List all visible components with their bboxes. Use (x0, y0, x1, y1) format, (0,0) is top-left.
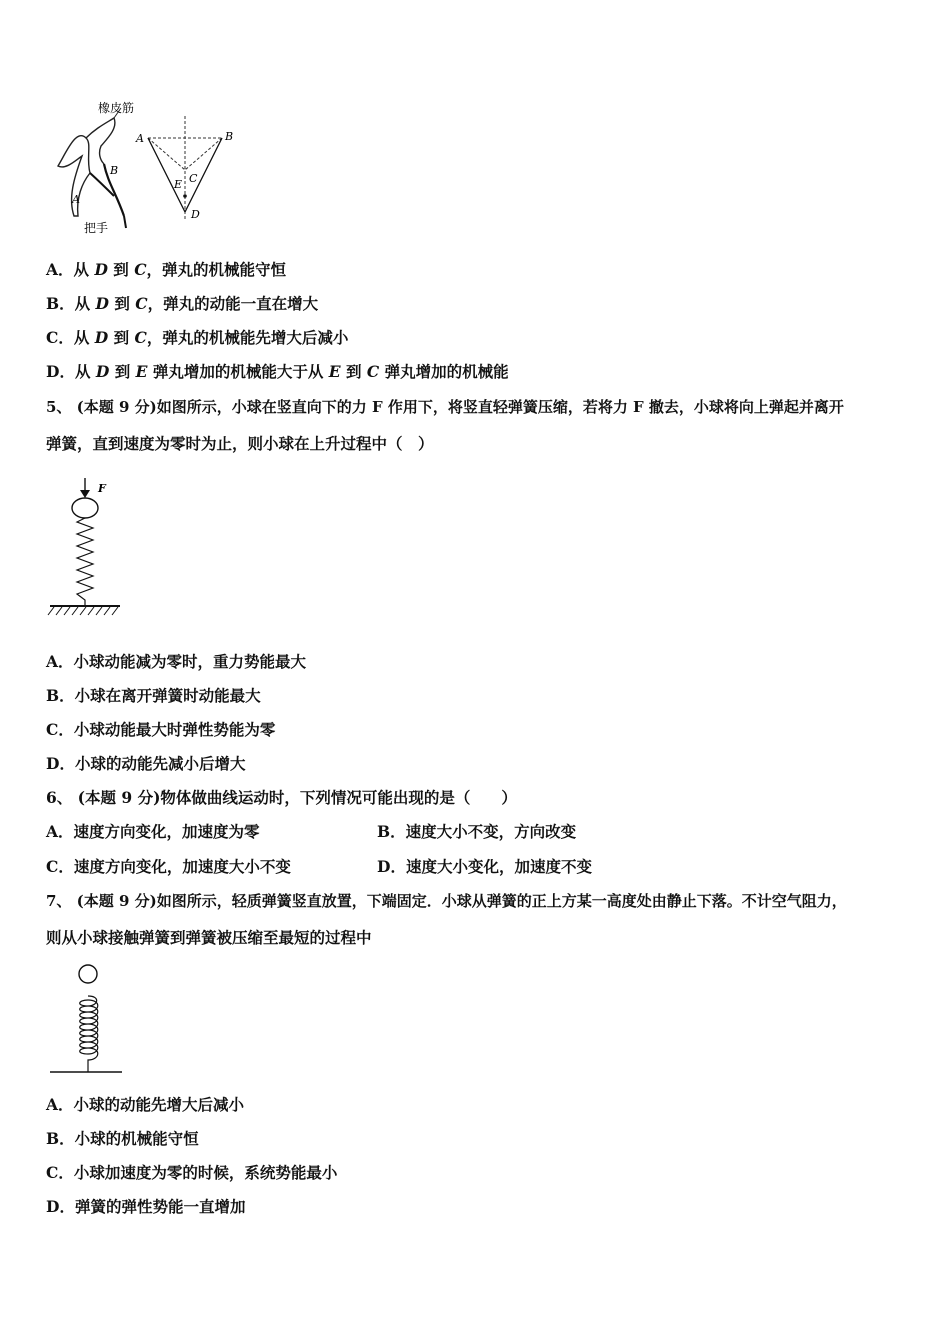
q7-option-d: D．弹簧的弹性势能一直增加 (46, 1197, 246, 1216)
q4-option-a: A．从 D 到 C，弹丸的机械能守恒 (46, 260, 287, 279)
q4-option-c: C．从 D 到 C，弹丸的机械能先增大后减小 (46, 328, 349, 347)
q7-stem-line1: 7、 (本题 9 分)如图所示，轻质弹簧竖直放置，下端固定．小球从弹簧的正上方某一高度处由静止下落。不计空气阻力， (46, 892, 847, 910)
q7-option-b: B．小球的机械能守恒 (46, 1129, 199, 1148)
label-left-A: A (72, 193, 80, 206)
spring-force-diagram (46, 474, 136, 620)
label-handle: 把手 (84, 221, 109, 235)
q6-option-c: C．速度方向变化，加速度大小不变 (46, 857, 291, 876)
spring-force-figure (46, 474, 136, 620)
q7-option-c: C．小球加速度为零的时候，系统势能最小 (46, 1163, 338, 1182)
label-rubber: 橡皮筋 (98, 101, 135, 115)
label-B: B (225, 130, 234, 143)
label-A: A (136, 132, 144, 145)
label-C: C (189, 172, 198, 185)
q5-option-b: B．小球在离开弹簧时动能最大 (46, 686, 261, 705)
q6-stem: 6、 (本题 9 分)物体做曲线运动时，下列情况可能出现的是（ ） (46, 788, 517, 807)
spring-ball-diagram (46, 962, 136, 1080)
slingshot-diagram (46, 98, 246, 238)
q5-option-a: A．小球动能减为零时，重力势能最大 (46, 652, 307, 671)
q7-option-a: A．小球的动能先增大后减小 (46, 1095, 245, 1114)
q4-option-d: D．从 D 到 E 弹丸增加的机械能大于从 E 到 C 弹丸增加的机械能 (46, 362, 509, 381)
label-E: E (174, 178, 183, 191)
q6-option-b: B．速度大小不变，方向改变 (377, 822, 577, 841)
slingshot-figure (46, 98, 246, 238)
q4-option-b: B．从 D 到 C，弹丸的动能一直在增大 (46, 294, 319, 313)
q5-stem-line2: 弹簧，直到速度为零时为止，则小球在上升过程中（ ） (46, 434, 434, 453)
q7-stem-line2: 则从小球接触弹簧到弹簧被压缩至最短的过程中 (46, 928, 372, 947)
label-D: D (191, 208, 200, 221)
label-F: F (98, 482, 106, 495)
q6-option-a: A．速度方向变化，加速度为零 (46, 822, 260, 841)
spring-ball-figure (46, 962, 136, 1080)
q5-option-c: C．小球动能最大时弹性势能为零 (46, 720, 276, 739)
q5-option-d: D．小球的动能先减小后增大 (46, 754, 246, 773)
q6-option-d: D．速度大小变化，加速度不变 (377, 857, 592, 876)
q5-stem-line1: 5、 (本题 9 分)如图所示，小球在竖直向下的力 F 作用下，将竖直轻弹簧压缩，若将力 F 撤去，小球将向上弹起并离开 (46, 398, 844, 416)
label-left-B: B (110, 164, 119, 177)
